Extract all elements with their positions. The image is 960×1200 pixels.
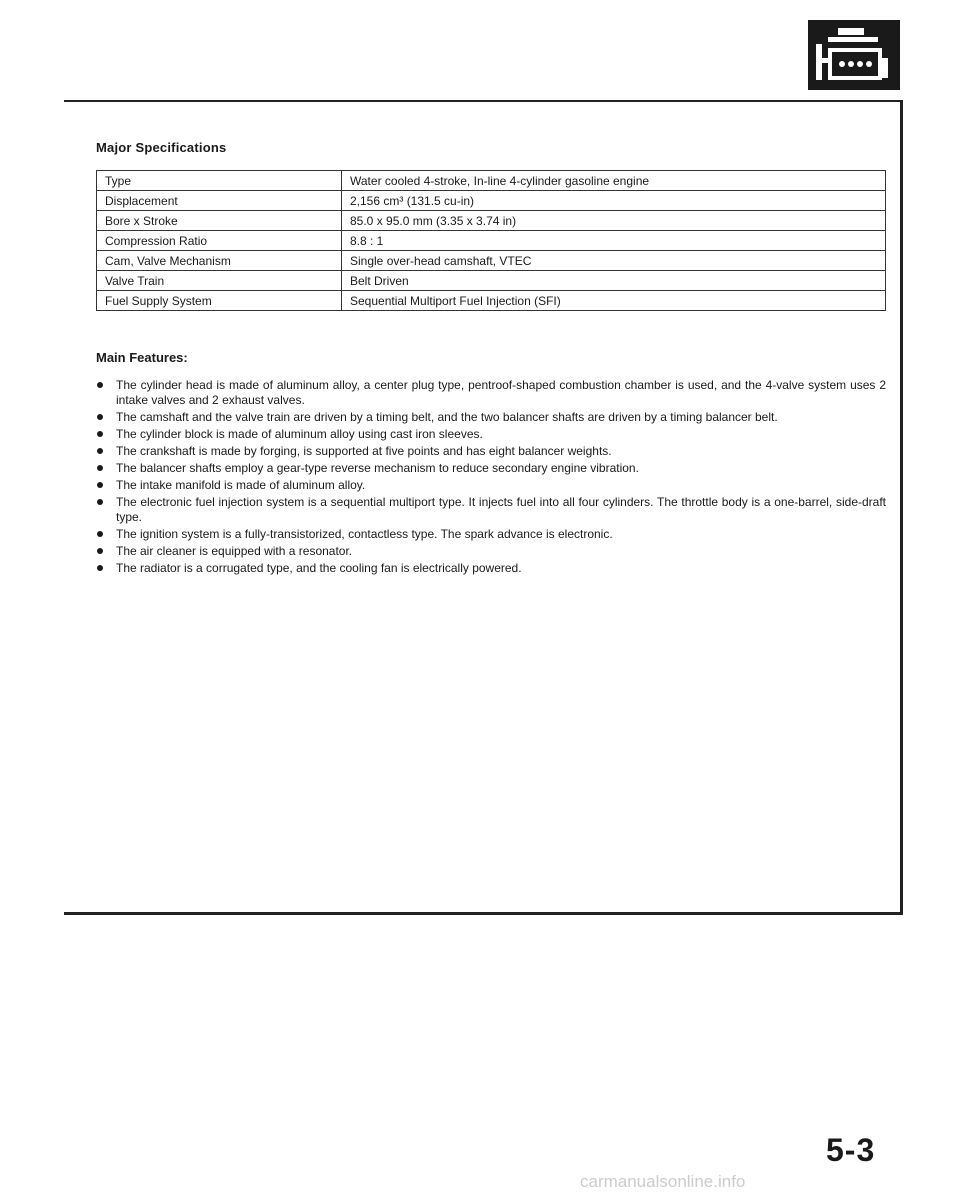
spec-label: Cam, Valve Mechanism	[97, 251, 342, 271]
feature-text: The crankshaft is made by forging, is supported at five points and has eight balancer weights.	[116, 444, 612, 458]
bullet-icon	[97, 431, 103, 437]
feature-text: The air cleaner is equipped with a resonator.	[116, 544, 353, 558]
watermark: carmanualsonline.info	[580, 1172, 746, 1191]
spec-row	[97, 211, 886, 231]
features-title: Main Features:	[96, 350, 188, 365]
spec-label: Fuel Supply System	[97, 291, 342, 311]
feature-item	[96, 410, 886, 425]
spec-row	[97, 171, 886, 191]
feature-text: The cylinder head is made of aluminum alloy, a center plug type, pentroof-shaped combustion chamber is used, and the 4-valve system uses 2 intake valves and 2 exhaust valves.	[116, 378, 886, 407]
feature-item	[96, 378, 886, 408]
bottom-rule	[64, 912, 903, 915]
features-list	[96, 378, 886, 578]
bullet-icon	[97, 531, 103, 537]
bullet-icon	[97, 465, 103, 471]
feature-item	[96, 544, 886, 559]
bullet-icon	[97, 448, 103, 454]
feature-item	[96, 478, 886, 493]
spec-value: 2,156 cm³ (131.5 cu-in)	[342, 191, 886, 211]
bullet-icon	[97, 565, 103, 571]
spec-label: Valve Train	[97, 271, 342, 291]
feature-item	[96, 527, 886, 542]
bullet-icon	[97, 382, 103, 388]
page-number: 5-3	[826, 1132, 876, 1168]
bullet-icon	[97, 548, 103, 554]
bullet-icon	[97, 482, 103, 488]
engine-icon	[808, 20, 900, 90]
spec-value: Belt Driven	[342, 271, 886, 291]
spec-value: Single over-head camshaft, VTEC	[342, 251, 886, 271]
feature-text: The intake manifold is made of aluminum alloy.	[116, 478, 366, 492]
feature-text: The balancer shafts employ a gear-type reverse mechanism to reduce secondary engine vibration.	[116, 461, 639, 475]
spec-label: Type	[97, 171, 342, 191]
feature-item	[96, 561, 886, 576]
right-rule	[900, 100, 903, 912]
spec-value: Sequential Multiport Fuel Injection (SFI)	[342, 291, 886, 311]
spec-value: Water cooled 4-stroke, In-line 4-cylinder gasoline engine	[342, 171, 886, 191]
spec-value: 8.8 : 1	[342, 231, 886, 251]
spec-label: Displacement	[97, 191, 342, 211]
feature-text: The cylinder block is made of aluminum alloy using cast iron sleeves.	[116, 427, 483, 441]
feature-text: The ignition system is a fully-transistorized, contactless type. The spark advance is electronic.	[116, 527, 613, 541]
bullet-icon	[97, 499, 103, 505]
feature-item	[96, 461, 886, 476]
feature-text: The electronic fuel injection system is a sequential multiport type. It injects fuel into all four cylinders. The throttle body is a one-barrel, side-draft type.	[116, 495, 886, 524]
feature-text: The camshaft and the valve train are driven by a timing belt, and the two balancer shafts are driven by a timing balancer belt.	[116, 410, 778, 424]
bullet-icon	[97, 414, 103, 420]
feature-item	[96, 495, 886, 525]
spec-value: 85.0 x 95.0 mm (3.35 x 3.74 in)	[342, 211, 886, 231]
spec-table	[96, 170, 886, 311]
top-rule	[64, 100, 902, 102]
spec-row	[97, 251, 886, 271]
spec-label: Compression Ratio	[97, 231, 342, 251]
spec-row	[97, 271, 886, 291]
spec-row	[97, 231, 886, 251]
section-title: Major Specifications	[96, 140, 227, 155]
spec-row	[97, 191, 886, 211]
spec-row	[97, 291, 886, 311]
feature-text: The radiator is a corrugated type, and the cooling fan is electrically powered.	[116, 561, 522, 575]
feature-item	[96, 444, 886, 459]
spec-label: Bore x Stroke	[97, 211, 342, 231]
feature-item	[96, 427, 886, 442]
